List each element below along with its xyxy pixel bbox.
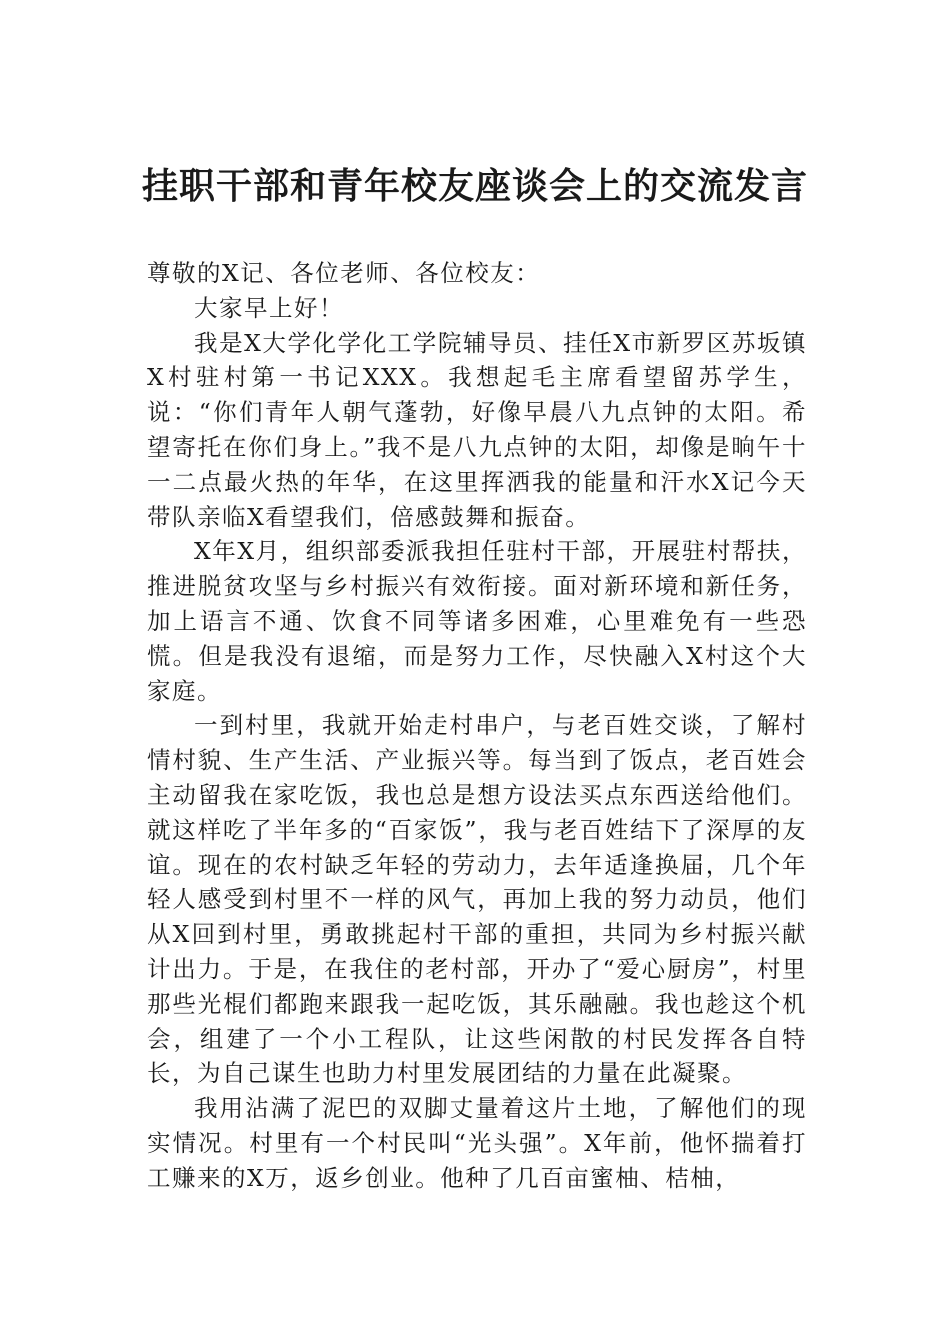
document-title: 挂职干部和青年校友座谈会上的交流发言	[141, 165, 808, 207]
paragraph-introduction: 我是X大学化学化工学院辅导员、挂任X市新罗区苏坂镇X村驻村第一书记XXX。我想起毛主席看望留苏学生，说：“你们青年人朝气蓬勃，好像早晨八九点钟的太阳。希望寄托在你们身上。”我不是八九点钟的太阳，却像是晌午十一二点最火热的年华，在这里挥洒我的能量和汗水X记今天带队亲临X看望我们，倍感鼓舞和振奋。	[147, 328, 807, 531]
paragraph-assignment: X年X月，组织部委派我担任驻村干部，开展驻村帮扶，推进脱贫攻坚与乡村振兴有效衔接。面对新环境和新任务，加上语言不通、饮食不同等诸多困难，心里难免有一些恐慌。但是我没有退缩，而是努力工作，尽快融入X村这个大家庭。	[147, 537, 807, 705]
salutation: 尊敬的X记、各位老师、各位校友：	[147, 259, 541, 287]
document-body	[147, 256, 807, 1196]
paragraph-greeting: 大家早上好！	[194, 293, 344, 322]
paragraph-village-work: 一到村里，我就开始走村串户，与老百姓交谈，了解村情村貌、生产生活、产业振兴等。每当到了饭点，老百姓会主动留我在家吃饭，我也总是想方设法买点东西送给他们。就这样吃了半年多的“百家饭”，我与老百姓结下了深厚的友谊。现在的农村缺乏年轻的劳动力，去年适逢换届，几个年轻人感受到村里不一样的风气，再加上我的努力动员，他们从X回到村里，勇敢挑起村干部的重担，共同为乡村振兴献计出力。于是，在我住的老村部，开办了“爱心厨房”，村里那些光棍们都跑来跟我一起吃饭，其乐融融。我也趁这个机会，组建了一个小工程队，让这些闲散的村民发挥各自特长，为自己谋生也助力村里发展团结的力量在此凝聚。	[147, 711, 807, 1088]
paragraph-villager-story: 我用沾满了泥巴的双脚丈量着这片土地，了解他们的现实情况。村里有一个村民叫“光头强”。X年前，他怀揣着打工赚来的X万，返乡创业。他种了几百亩蜜柚、桔柚，	[147, 1094, 807, 1192]
